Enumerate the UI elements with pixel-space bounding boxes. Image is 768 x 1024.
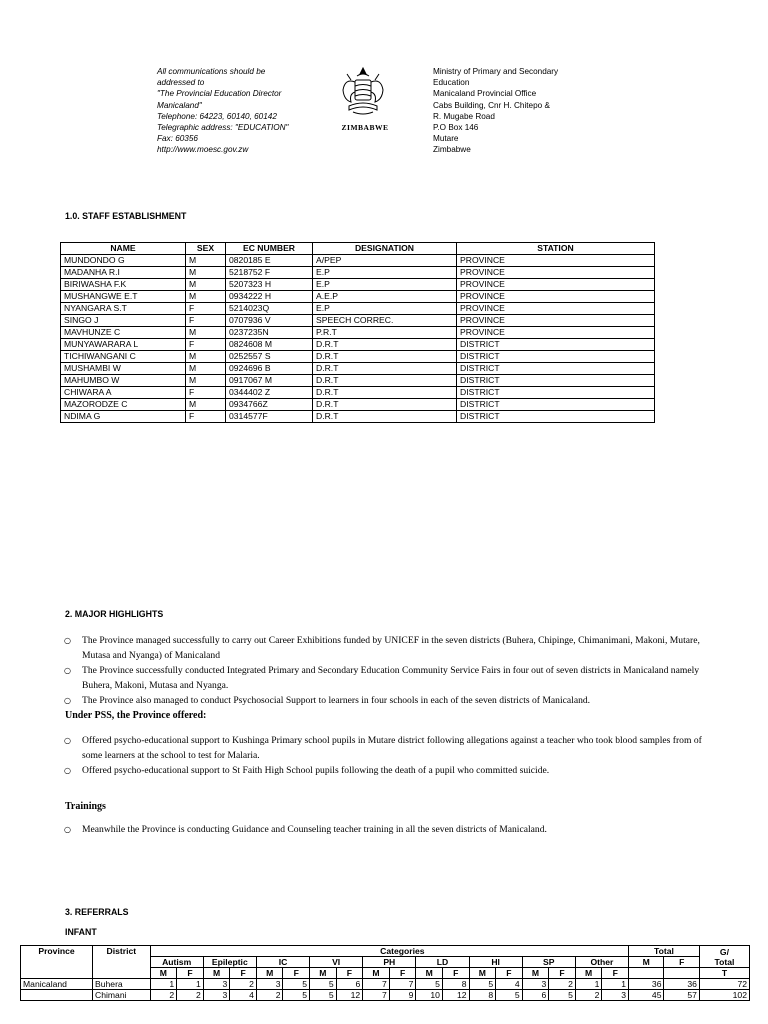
sex-subheader: M — [416, 968, 443, 979]
count-cell: 2 — [575, 990, 602, 1001]
staff-ec-number-cell: 0252557 S — [226, 351, 313, 363]
staff-ec-number-cell: 0237235N — [226, 327, 313, 339]
staff-name-cell: TICHIWANGANI C — [61, 351, 186, 363]
category-header: HI — [469, 957, 522, 968]
staff-establishment-heading: 1.0. STAFF ESTABLISHMENT — [65, 211, 187, 221]
staff-designation-cell: A.E.P — [313, 291, 457, 303]
staff-ec-number-cell: 0314577F — [226, 411, 313, 423]
table-row — [61, 315, 655, 327]
table-row — [61, 399, 655, 411]
table-row — [61, 327, 655, 339]
column-header-total: Total — [629, 946, 700, 957]
count-cell: 2 — [549, 979, 576, 990]
list-item: ○ Offered psycho-educational support to St Faith High School pupils following the death of a pupil who committed suicide. — [64, 765, 550, 776]
grand-total-subheader: T — [699, 968, 749, 979]
sex-subheader: F — [549, 968, 576, 979]
count-cell: 3 — [522, 979, 549, 990]
district-cell: Buhera — [93, 979, 151, 990]
staff-station-cell: PROVINCE — [457, 267, 655, 279]
count-cell: 2 — [230, 979, 257, 990]
category-header: VI — [310, 957, 363, 968]
column-header-station: STATION — [457, 243, 655, 255]
grand-total-cell: 102 — [699, 990, 749, 1001]
letterhead-contact-block — [157, 66, 327, 156]
staff-name-cell: MADANHA R.I — [61, 267, 186, 279]
count-cell: 12 — [442, 990, 469, 1001]
category-header: IC — [256, 957, 309, 968]
count-cell: 1 — [575, 979, 602, 990]
category-header: SP — [522, 957, 575, 968]
sex-subheader: M — [363, 968, 390, 979]
count-cell: 3 — [256, 979, 283, 990]
letterhead-contact-line: All communications should be — [157, 67, 266, 76]
staff-ec-number-cell: 0824608 M — [226, 339, 313, 351]
count-cell: 5 — [549, 990, 576, 1001]
staff-station-cell: PROVINCE — [457, 315, 655, 327]
circle-bullet-icon: ○ — [64, 666, 71, 675]
list-item: ○ Meanwhile the Province is conducting Guidance and Counseling teacher training in all the seven districts of Manicaland. — [64, 824, 547, 835]
circle-bullet-icon: ○ — [64, 696, 71, 705]
count-cell: 7 — [389, 979, 416, 990]
count-cell: 5 — [496, 990, 523, 1001]
staff-sex-cell: M — [186, 267, 226, 279]
total-sex-header: F — [664, 957, 699, 968]
letterhead-contact-line: Manicaland" — [157, 100, 202, 110]
staff-ec-number-cell: 0820185 E — [226, 255, 313, 267]
count-cell: 5 — [469, 979, 496, 990]
coat-of-arms-label: ZIMBABWE — [341, 123, 389, 132]
staff-name-cell: NDIMA G — [61, 411, 186, 423]
letterhead-address-block — [433, 66, 593, 156]
staff-ec-number-cell: 5214023Q — [226, 303, 313, 315]
table-row — [61, 363, 655, 375]
column-header-district: District — [93, 946, 151, 979]
circle-bullet-icon: ○ — [64, 766, 71, 775]
staff-name-cell: MUSHAMBI W — [61, 363, 186, 375]
header-spacer — [150, 946, 177, 957]
sex-subheader: F — [283, 968, 310, 979]
coat-of-arms-icon — [335, 64, 391, 120]
count-cell: 9 — [389, 990, 416, 1001]
category-header: Autism — [150, 957, 203, 968]
staff-name-cell: MUNDONDO G — [61, 255, 186, 267]
staff-sex-cell: F — [186, 411, 226, 423]
staff-name-cell: MAZORODZE C — [61, 399, 186, 411]
letterhead-contact-line: Telegraphic address: "EDUCATION" — [157, 123, 289, 133]
staff-station-cell: PROVINCE — [457, 327, 655, 339]
staff-designation-cell: E.P — [313, 267, 457, 279]
staff-station-cell: DISTRICT — [457, 399, 655, 411]
list-item: ○ The Province also managed to conduct Psychosocial Support to learners in four schools in each of the seven districts of Manicaland. — [64, 695, 591, 706]
staff-establishment-table — [60, 242, 655, 423]
trainings-heading: Trainings — [65, 801, 106, 812]
letterhead-address-line: Manicaland Provincial Office — [433, 89, 537, 99]
column-header-name: NAME — [61, 243, 186, 255]
sex-subheader: M — [522, 968, 549, 979]
count-cell: 6 — [336, 979, 363, 990]
letterhead-address-line: Cabs Building, Cnr H. Chitepo & — [433, 100, 550, 110]
staff-sex-cell: M — [186, 279, 226, 291]
staff-ec-number-cell: 0707936 V — [226, 315, 313, 327]
staff-station-cell: DISTRICT — [457, 375, 655, 387]
count-cell: 4 — [230, 990, 257, 1001]
sex-subheader: M — [256, 968, 283, 979]
staff-designation-cell: D.R.T — [313, 411, 457, 423]
sex-subheader: F — [602, 968, 629, 979]
staff-station-cell: PROVINCE — [457, 303, 655, 315]
count-cell: 3 — [602, 990, 629, 1001]
staff-name-cell: MUNYAWARARA L — [61, 339, 186, 351]
list-item: ○ Offered psycho-educational support to Kushinga Primary school pupils in Mutare district following allegations against a teacher who took blood samples from of some learners at the school to test for Malaria. — [64, 735, 702, 761]
staff-name-cell: CHIWARA A — [61, 387, 186, 399]
count-cell: 8 — [442, 979, 469, 990]
staff-designation-cell: E.P — [313, 279, 457, 291]
table-row — [21, 990, 750, 1001]
staff-designation-cell: E.P — [313, 303, 457, 315]
staff-sex-cell: M — [186, 255, 226, 267]
referrals-subheading: INFANT — [65, 927, 97, 937]
staff-station-cell: DISTRICT — [457, 339, 655, 351]
staff-sex-cell: M — [186, 327, 226, 339]
staff-sex-cell: M — [186, 351, 226, 363]
referrals-table — [20, 945, 750, 1001]
staff-station-cell: DISTRICT — [457, 411, 655, 423]
staff-name-cell: NYANGARA S.T — [61, 303, 186, 315]
staff-name-cell: SINGO J — [61, 315, 186, 327]
staff-designation-cell: D.R.T — [313, 351, 457, 363]
province-cell: Manicaland — [21, 979, 93, 990]
count-cell: 5 — [416, 979, 443, 990]
sex-subheader: M — [469, 968, 496, 979]
total-cell: 36 — [664, 979, 699, 990]
count-cell: 7 — [363, 979, 390, 990]
letterhead-contact-line: Telephone: 64223, 60140, 60142 — [157, 111, 277, 121]
staff-sex-cell: F — [186, 303, 226, 315]
count-cell: 5 — [310, 990, 337, 1001]
count-cell: 2 — [150, 990, 177, 1001]
count-cell: 1 — [177, 979, 204, 990]
province-cell — [21, 990, 93, 1001]
letterhead-contact-line: http://www.moesc.gov.zw — [157, 145, 249, 155]
empty-header-cell — [629, 968, 664, 979]
count-cell: 3 — [203, 979, 230, 990]
table-row — [61, 303, 655, 315]
category-header: LD — [416, 957, 469, 968]
staff-designation-cell: D.R.T — [313, 399, 457, 411]
sex-subheader: F — [177, 968, 204, 979]
table-header-row — [21, 946, 750, 957]
staff-station-cell: PROVINCE — [457, 255, 655, 267]
staff-sex-cell: F — [186, 339, 226, 351]
column-header-ec-number: EC NUMBER — [226, 243, 313, 255]
staff-station-cell: DISTRICT — [457, 351, 655, 363]
sex-subheader: M — [203, 968, 230, 979]
highlights-list — [62, 633, 707, 708]
staff-designation-cell: SPEECH CORREC. — [313, 315, 457, 327]
staff-station-cell: DISTRICT — [457, 387, 655, 399]
staff-sex-cell: M — [186, 399, 226, 411]
staff-designation-cell: D.R.T — [313, 339, 457, 351]
category-header: Epileptic — [203, 957, 256, 968]
count-cell: 3 — [203, 990, 230, 1001]
letterhead-address-line: Ministry of Primary and Secondary — [433, 67, 559, 76]
column-header-grand-total: G/ Total — [699, 946, 749, 968]
staff-ec-number-cell: 0917067 M — [226, 375, 313, 387]
table-row — [61, 255, 655, 267]
staff-sex-cell: M — [186, 363, 226, 375]
count-cell: 1 — [602, 979, 629, 990]
sex-subheader: F — [496, 968, 523, 979]
grand-total-cell: 72 — [699, 979, 749, 990]
column-header-designation: DESIGNATION — [313, 243, 457, 255]
staff-name-cell: MAVHUNZE C — [61, 327, 186, 339]
count-cell: 5 — [283, 979, 310, 990]
staff-designation-cell: P.R.T — [313, 327, 457, 339]
staff-ec-number-cell: 0934766Z — [226, 399, 313, 411]
table-row — [21, 979, 750, 990]
sex-subheader: M — [310, 968, 337, 979]
count-cell: 10 — [416, 990, 443, 1001]
list-item: ○ The Province managed successfully to carry out Career Exhibitions funded by UNICEF in the seven districts (Buhera, Chipinge, Chimanimani, Makoni, Mutare, Mutasa and Nyanga) of Manicaland — [64, 635, 700, 661]
count-cell: 12 — [336, 990, 363, 1001]
table-header-row — [61, 243, 655, 255]
staff-sex-cell: M — [186, 375, 226, 387]
sex-subheader: M — [150, 968, 177, 979]
letterhead-address-line: Mutare — [433, 134, 459, 144]
sex-subheader: F — [389, 968, 416, 979]
count-cell: 5 — [310, 979, 337, 990]
pss-list — [62, 733, 707, 778]
staff-ec-number-cell: 0344402 Z — [226, 387, 313, 399]
referrals-heading: 3. REFERRALS — [65, 907, 129, 917]
table-row — [61, 411, 655, 423]
staff-designation-cell: A/PEP — [313, 255, 457, 267]
count-cell: 7 — [363, 990, 390, 1001]
sex-subheader: F — [336, 968, 363, 979]
count-cell: 2 — [256, 990, 283, 1001]
circle-bullet-icon: ○ — [64, 736, 71, 745]
district-cell: Chimani — [93, 990, 151, 1001]
staff-sex-cell: F — [186, 387, 226, 399]
count-cell: 6 — [522, 990, 549, 1001]
pss-heading: Under PSS, the Province offered: — [65, 710, 207, 721]
staff-sex-cell: F — [186, 315, 226, 327]
table-row — [61, 267, 655, 279]
table-row — [61, 387, 655, 399]
staff-name-cell: MUSHANGWE E.T — [61, 291, 186, 303]
list-item: ○ The Province successfully conducted Integrated Primary and Secondary Education Community Service Fairs in four out of seven districts in Manicaland namely Buhera, Makoni, Mutasa and Nyanga. — [64, 665, 700, 691]
count-cell: 2 — [177, 990, 204, 1001]
staff-ec-number-cell: 5218752 F — [226, 267, 313, 279]
circle-bullet-icon: ○ — [64, 636, 71, 645]
sex-subheader: F — [442, 968, 469, 979]
table-row — [61, 291, 655, 303]
staff-sex-cell: M — [186, 291, 226, 303]
staff-designation-cell: D.R.T — [313, 375, 457, 387]
category-header: Other — [575, 957, 628, 968]
staff-station-cell: PROVINCE — [457, 279, 655, 291]
staff-name-cell: MAHUMBO W — [61, 375, 186, 387]
count-cell: 5 — [283, 990, 310, 1001]
letterhead-contact-line: "The Provincial Education Director — [157, 89, 282, 99]
category-header: PH — [363, 957, 416, 968]
staff-station-cell: DISTRICT — [457, 363, 655, 375]
column-header-sex: SEX — [186, 243, 226, 255]
sex-subheader: M — [575, 968, 602, 979]
staff-ec-number-cell: 0924696 B — [226, 363, 313, 375]
staff-ec-number-cell: 5207323 H — [226, 279, 313, 291]
trainings-list — [62, 822, 707, 837]
total-sex-header: M — [629, 957, 664, 968]
table-row — [61, 279, 655, 291]
letterhead-address-line: Zimbabwe — [433, 145, 471, 155]
table-row — [61, 339, 655, 351]
total-cell: 57 — [664, 990, 699, 1001]
major-highlights-heading: 2. MAJOR HIGHLIGHTS — [65, 609, 164, 619]
letterhead-address-line: P.O Box 146 — [433, 123, 479, 133]
total-cell: 36 — [629, 979, 664, 990]
staff-designation-cell: D.R.T — [313, 387, 457, 399]
staff-name-cell: BIRIWASHA F.K — [61, 279, 186, 291]
column-header-province: Province — [21, 946, 93, 979]
letterhead-address-line: Education — [433, 78, 470, 88]
staff-ec-number-cell: 0934222 H — [226, 291, 313, 303]
count-cell: 8 — [469, 990, 496, 1001]
staff-designation-cell: D.R.T — [313, 363, 457, 375]
sex-subheader: F — [230, 968, 257, 979]
count-cell: 4 — [496, 979, 523, 990]
table-row — [61, 351, 655, 363]
letterhead-contact-line: Fax: 60356 — [157, 134, 198, 144]
letterhead-address-line: R. Mugabe Road — [433, 111, 495, 121]
circle-bullet-icon: ○ — [64, 825, 71, 834]
staff-station-cell: PROVINCE — [457, 291, 655, 303]
count-cell: 1 — [150, 979, 177, 990]
empty-header-cell — [664, 968, 699, 979]
letterhead-contact-line: addressed to — [157, 78, 205, 88]
table-row — [61, 375, 655, 387]
column-header-categories: Categories — [177, 946, 629, 957]
total-cell: 45 — [629, 990, 664, 1001]
